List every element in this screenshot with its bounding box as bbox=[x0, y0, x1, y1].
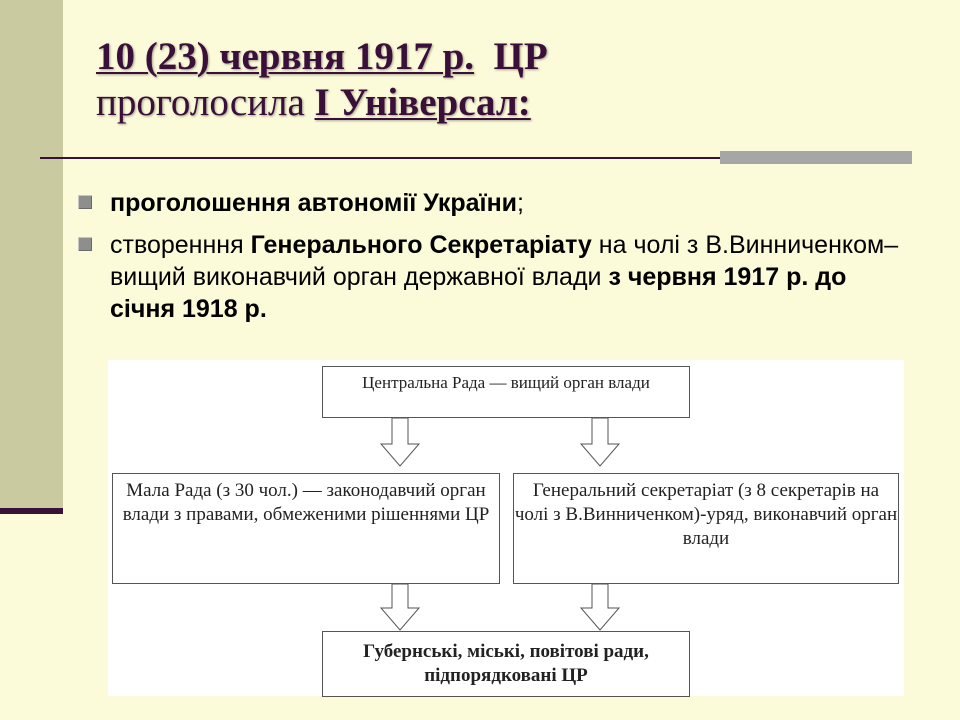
bullet-item-autonomy bbox=[78, 187, 918, 219]
square-bullet-icon bbox=[78, 237, 92, 251]
bullet-list bbox=[78, 187, 918, 335]
left-decor-line bbox=[0, 508, 63, 514]
bullet-secretariat-part1: створенння bbox=[110, 231, 251, 259]
bullet-autonomy-text: проголошення автономії України bbox=[110, 189, 518, 217]
arrow-down-icon bbox=[381, 584, 419, 630]
arrow-down-icon bbox=[581, 418, 619, 466]
title-universal: І Універсал: bbox=[314, 81, 531, 124]
title-proclaimed: проголосила bbox=[96, 81, 305, 124]
slide-title bbox=[96, 34, 896, 126]
left-decor-bar bbox=[0, 0, 63, 508]
title-date: 10 (23) червня 1917 р. bbox=[96, 35, 475, 78]
arrow-down-icon bbox=[581, 584, 619, 630]
arrow-down-icon bbox=[381, 418, 419, 466]
general-secretariat-box: Генеральний секретаріат (з 8 секретарів на чолі з В.Винниченком)-уряд, виконавчий орган влади bbox=[513, 473, 899, 584]
bullet-secretariat-dates: з червня 1917 р. до січня 1918 р. bbox=[110, 263, 847, 323]
small-rada-box: Мала Рада (з 30 чол.) — законодавчий орган влади з правами, обмеженими рішеннями ЦР bbox=[112, 473, 500, 584]
bullet-secretariat-part3: на чолі з В.Винниченком– вищий виконавчий орган державної влади bbox=[110, 231, 899, 291]
bullet-autonomy-punct: ; bbox=[517, 189, 524, 217]
title-line-2 bbox=[96, 80, 896, 126]
square-bullet-icon bbox=[78, 195, 92, 209]
bullet-item-secretariat bbox=[78, 229, 918, 325]
title-cr: ЦР bbox=[493, 35, 548, 78]
bullet-secretariat-name: Генерального Секретаріату bbox=[250, 231, 592, 259]
title-divider-accent bbox=[720, 151, 912, 164]
local-councils-box: Губернські, міські, повітові ради, підпорядковані ЦР bbox=[322, 631, 690, 697]
structure-diagram bbox=[108, 360, 904, 696]
title-line-1 bbox=[96, 34, 896, 80]
central-rada-box: Центральна Рада — вищий орган влади bbox=[322, 366, 690, 418]
